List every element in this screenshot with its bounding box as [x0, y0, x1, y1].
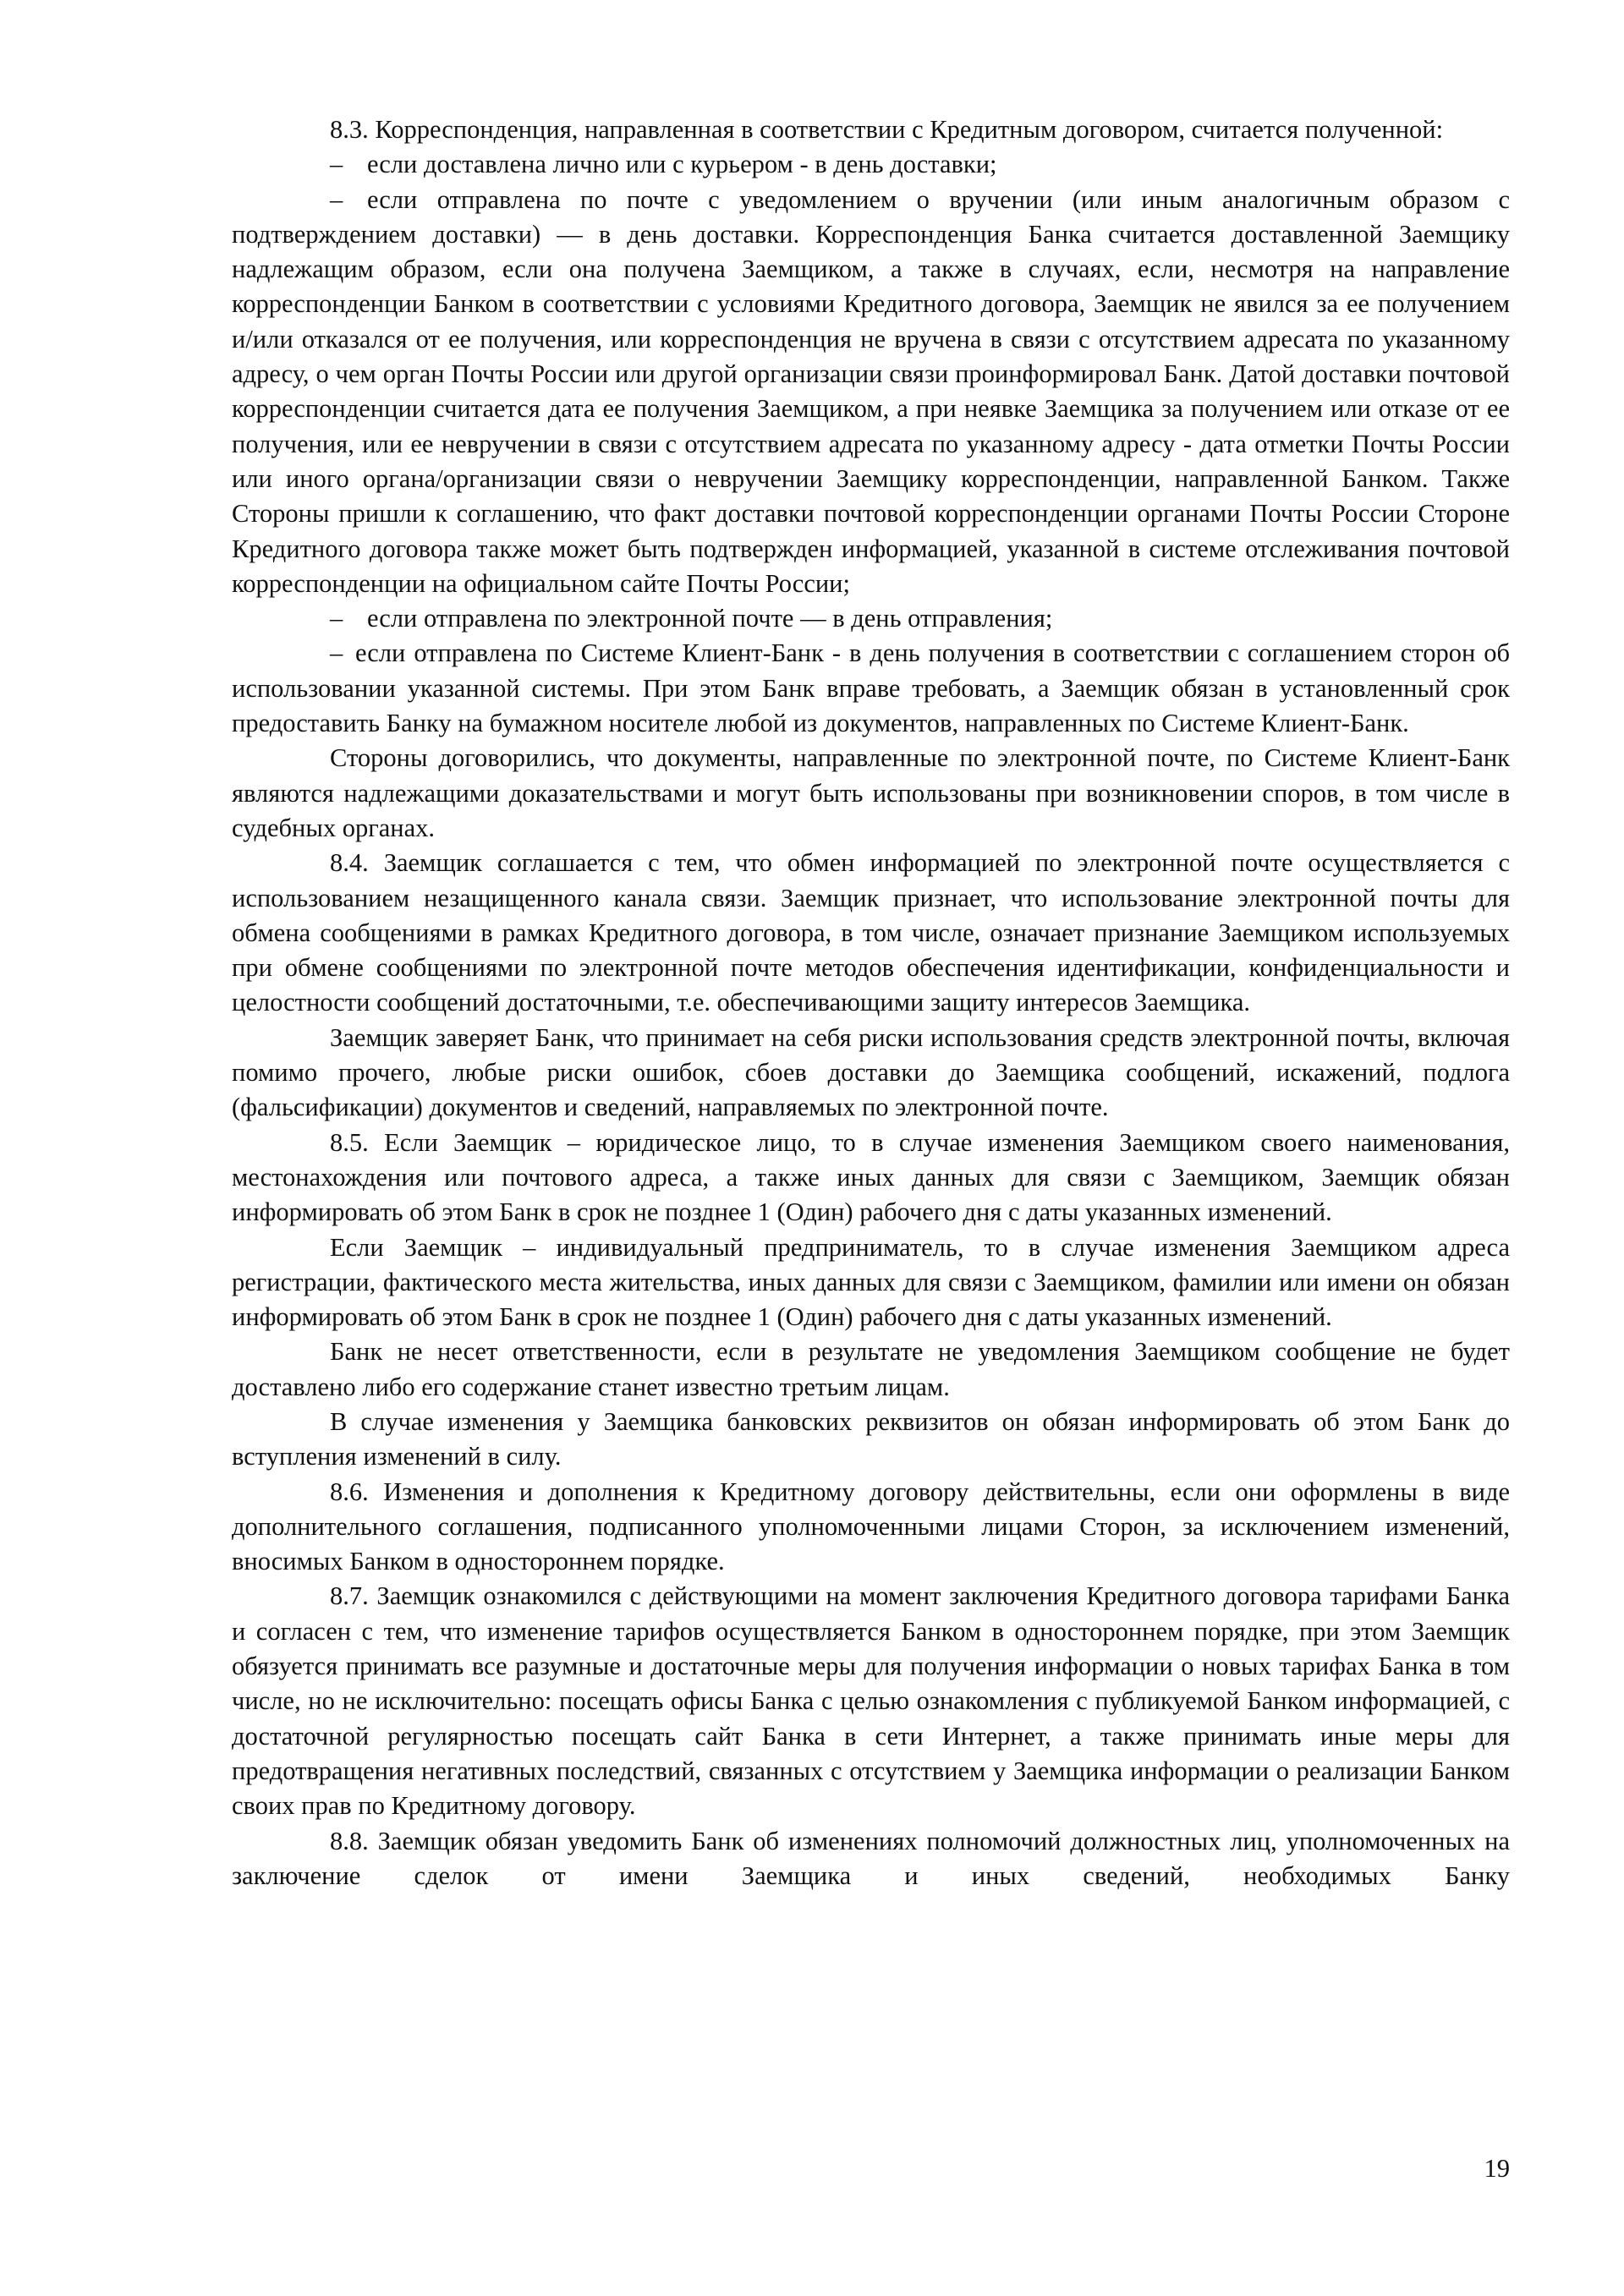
list-item-delivery-personal [232, 147, 1510, 182]
paragraph-8-3: 8.3. Корреспонденция, направленная в соответствии с Кредитным договором, считается полученной: [330, 115, 1444, 144]
paragraph-8-8: 8.8. Заемщик обязан уведомить Банк об изменениях полномочий должностных лиц, уполномоченных на заключение сделок от имени Заемщика и иных сведений, необходимых Банку [232, 1826, 1510, 1890]
dash-bullet: – [330, 638, 343, 668]
paragraph-8-4: 8.4. Заемщик соглашается с тем, что обмен информацией по электронной почте осуществляется с использованием незащищенного канала связи. Заемщик признает, что использование электронной почты для обмена сообщениями в рамках Кредитного договора, в том числе, означает признание Заемщиком используемых при обмене сообщениями по электронной почте методов обеспечения идентификации, конфиденциальности и целостности сообщений достаточными, т.е. обеспечивающими защиту интересов Заемщика. [232, 848, 1510, 1017]
paragraph-evidence-agreement: Стороны договорились, что документы, направленные по электронной почте, по Системе Клиент-Банк являются надлежащими доказательствами и могут быть использованы при возникновении споров, в том числе в судебных органах. [232, 743, 1510, 842]
paragraph-bank-details-change: В случае изменения у Заемщика банковских реквизитов он обязан информировать об этом Банк до вступления изменений в силу. [232, 1406, 1510, 1471]
list-item-delivery-post [232, 183, 1510, 602]
page-number: 19 [1484, 2154, 1510, 2183]
dash-bullet: – [330, 604, 343, 633]
dash-bullet: – [330, 150, 343, 179]
paragraph-email-risks: Заемщик заверяет Банк, что принимает на себя риски использования средств электронной почты, включая помимо прочего, любые риски ошибок, сбоев доставки до Заемщика сообщений, искажений, подлога (фальсификации) документов и сведений, направляемых по электронной почте. [232, 1022, 1510, 1122]
paragraph-individual-entrepreneur: Если Заемщик – индивидуальный предприниматель, то в случае изменения Заемщиком адреса регистрации, фактического места жительства, иных данных для связи с Заемщиком, фамилии или имени он обязан информировать об этом Банк в срок не позднее 1 (Один) рабочего дня с даты указанных изменений. [232, 1232, 1510, 1332]
document-page [232, 112, 1510, 1893]
paragraph-bank-liability: Банк не несет ответственности, если в результате не уведомления Заемщиком сообщение не будет доставлено либо его содержание станет известно третьим лицам. [232, 1337, 1510, 1401]
list-item-delivery-client-bank [232, 636, 1510, 741]
list-item-text: если отправлена по электронной почте — в день отправления; [367, 604, 1053, 633]
list-item-text: если отправлена по Системе Клиент-Банк - в день получения в соответствии с соглашением сторон об использовании указанной системы. При этом Банк вправе требовать, а Заемщик обязан в установленный срок предоставить Банку на бумажном носителе любой из документов, направленных по Системе Клиент-Банк. [232, 638, 1510, 738]
paragraph-8-7: 8.7. Заемщик ознакомился с действующими на момент заключения Кредитного договора тарифами Банка и согласен с тем, что изменение тарифов осуществляется Банком в одностороннем порядке, при этом Заемщик обязуется принимать все разумные и достаточные меры для получения информации о новых тарифах Банка в том числе, но не исключительно: посещать офисы Банка с целью ознакомления с публикуемой Банком информацией, с достаточной регулярностью посещать сайт Банка в сети Интернет, а также принимать иные меры для предотвращения негативных последствий, связанных с отсутствием у Заемщика информации о реализации Банком своих прав по Кредитному договору. [232, 1581, 1510, 1821]
list-item-delivery-email [232, 601, 1510, 636]
dash-bullet: – [330, 184, 343, 214]
list-item-text: если отправлена по почте с уведомлением о вручении (или иным аналогичным образом с подтверждением доставки) — в день доставки. Корреспонденция Банка считается доставленной Заемщику надлежащим образом, если она получена Заемщиком, а также в случаях, если, несмотря на направление корреспонденции Банком в соответствии с условиями Кредитного договора, Заемщик не явился за ее получением и/или отказался от ее получения, или корреспонденция не вручена в связи с отсутствием адресата по указанному адресу, о чем орган Почты России или другой организации связи проинформировал Банк. Датой доставки почтовой корреспонденции считается дата ее получения Заемщиком, а при неявке Заемщика за получением или отказе от ее получения, или ее невручении в связи с отсутствием адресата по указанному адресу - дата отметки Почты России или иного органа/организации связи о невручении Заемщику корреспонденции, направленной Банком. Также Стороны пришли к соглашению, что факт доставки почтовой корреспонденции органами Почты России Стороне Кредитного договора также может быть подтвержден информацией, указанной в системе отслеживания почтовой корреспонденции на официальном сайте Почты России; [232, 184, 1510, 598]
list-item-text: если доставлена лично или с курьером - в день доставки; [367, 150, 997, 179]
paragraph-8-5: 8.5. Если Заемщик – юридическое лицо, то в случае изменения Заемщиком своего наименования, местонахождения или почтового адреса, а также иных данных для связи с Заемщиком, Заемщик обязан информировать об этом Банк в срок не позднее 1 (Один) рабочего дня с даты указанных изменений. [232, 1127, 1510, 1227]
paragraph-8-6: 8.6. Изменения и дополнения к Кредитному договору действительны, если они оформлены в виде дополнительного соглашения, подписанного уполномоченными лицами Сторон, за исключением изменений, вносимых Банком в одностороннем порядке. [232, 1477, 1510, 1576]
